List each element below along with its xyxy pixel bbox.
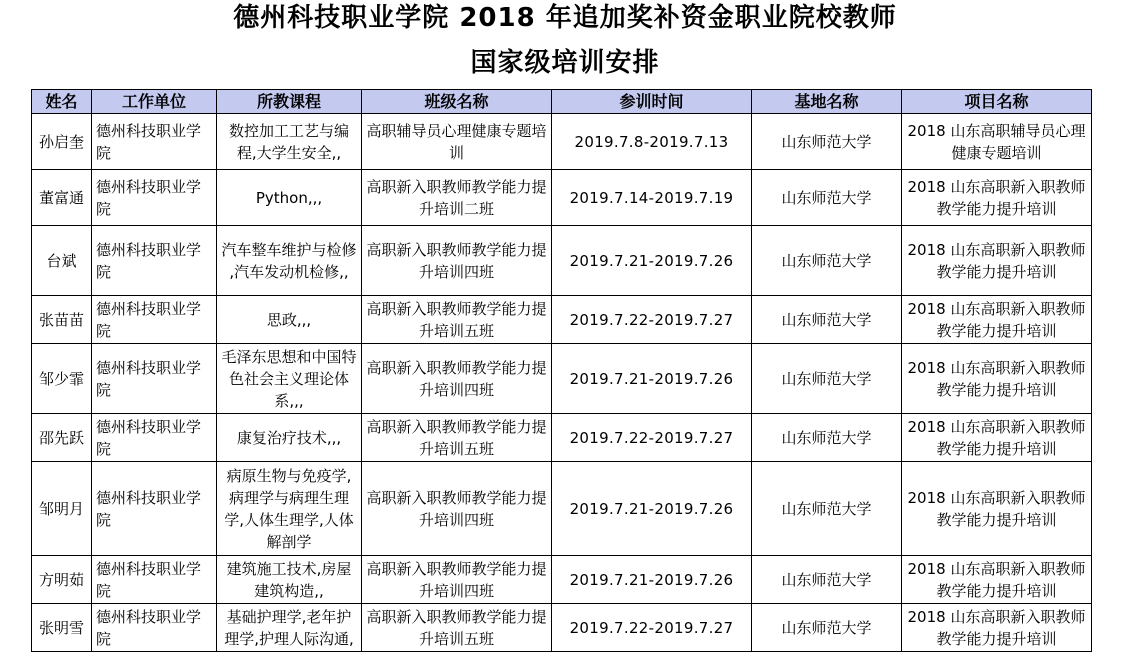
header-name: 姓名 [32,90,92,114]
header-base: 基地名称 [752,90,902,114]
cell-class: 高职新入职教师教学能力提升培训五班 [362,296,552,344]
cell-time: 2019.7.14-2019.7.19 [552,170,752,226]
cell-class: 高职新入职教师教学能力提升培训四班 [362,462,552,556]
cell-unit: 德州科技职业学院 [92,226,217,296]
cell-name: 方明茹 [32,556,92,604]
cell-base: 山东师范大学 [752,296,902,344]
cell-project: 2018 山东高职辅导员心理健康专题培训 [902,114,1092,170]
cell-project: 2018 山东高职新入职教师教学能力提升培训 [902,296,1092,344]
cell-class: 高职新入职教师教学能力提升培训二班 [362,170,552,226]
training-schedule-table [31,89,1092,652]
cell-class: 高职新入职教师教学能力提升培训五班 [362,414,552,462]
cell-class: 高职新入职教师教学能力提升培训五班 [362,604,552,652]
header-class: 班级名称 [362,90,552,114]
cell-course: Python,,, [217,170,362,226]
cell-project: 2018 山东高职新入职教师教学能力提升培训 [902,414,1092,462]
cell-name: 邵先跃 [32,414,92,462]
table-row [32,114,1092,170]
cell-unit: 德州科技职业学院 [92,344,217,414]
cell-class: 高职新入职教师教学能力提升培训四班 [362,226,552,296]
table-row [32,226,1092,296]
cell-base: 山东师范大学 [752,604,902,652]
cell-class: 高职新入职教师教学能力提升培训四班 [362,556,552,604]
cell-base: 山东师范大学 [752,344,902,414]
cell-class: 高职辅导员心理健康专题培训 [362,114,552,170]
cell-time: 2019.7.21-2019.7.26 [552,344,752,414]
cell-base: 山东师范大学 [752,170,902,226]
document-title-line1: 德州科技职业学院 2018 年追加奖补资金职业院校教师 [233,3,897,33]
table-row [32,344,1092,414]
table-row [32,604,1092,652]
table-row [32,414,1092,462]
cell-name: 邹少霏 [32,344,92,414]
cell-course: 毛泽东思想和中国特色社会主义理论体系,,, [217,344,362,414]
cell-class: 高职新入职教师教学能力提升培训四班 [362,344,552,414]
cell-project: 2018 山东高职新入职教师教学能力提升培训 [902,556,1092,604]
cell-name: 台斌 [32,226,92,296]
cell-course: 思政,,, [217,296,362,344]
cell-unit: 德州科技职业学院 [92,170,217,226]
cell-name: 邹明月 [32,462,92,556]
cell-unit: 德州科技职业学院 [92,114,217,170]
cell-base: 山东师范大学 [752,462,902,556]
cell-project: 2018 山东高职新入职教师教学能力提升培训 [902,604,1092,652]
cell-time: 2019.7.8-2019.7.13 [552,114,752,170]
cell-project: 2018 山东高职新入职教师教学能力提升培训 [902,170,1092,226]
table-row [32,296,1092,344]
cell-course: 数控加工工艺与编程,大学生安全,, [217,114,362,170]
cell-base: 山东师范大学 [752,414,902,462]
cell-time: 2019.7.22-2019.7.27 [552,414,752,462]
cell-project: 2018 山东高职新入职教师教学能力提升培训 [902,226,1092,296]
cell-base: 山东师范大学 [752,556,902,604]
cell-time: 2019.7.22-2019.7.27 [552,296,752,344]
cell-project: 2018 山东高职新入职教师教学能力提升培训 [902,462,1092,556]
cell-course: 病原生物与免疫学,病理学与病理生理学,人体生理学,人体解剖学 [217,462,362,556]
cell-time: 2019.7.22-2019.7.27 [552,604,752,652]
cell-course: 建筑施工技术,房屋建筑构造,, [217,556,362,604]
cell-unit: 德州科技职业学院 [92,556,217,604]
cell-course: 康复治疗技术,,, [217,414,362,462]
table-row [32,170,1092,226]
cell-name: 董富通 [32,170,92,226]
header-unit: 工作单位 [92,90,217,114]
cell-project: 2018 山东高职新入职教师教学能力提升培训 [902,344,1092,414]
cell-unit: 德州科技职业学院 [92,414,217,462]
cell-name: 张明雪 [32,604,92,652]
cell-unit: 德州科技职业学院 [92,296,217,344]
cell-unit: 德州科技职业学院 [92,462,217,556]
cell-name: 张苗苗 [32,296,92,344]
document-title-line2: 国家级培训安排 [470,48,660,78]
cell-base: 山东师范大学 [752,226,902,296]
cell-course: 汽车整车维护与检修 ,汽车发动机检修,, [217,226,362,296]
cell-time: 2019.7.21-2019.7.26 [552,462,752,556]
cell-time: 2019.7.21-2019.7.26 [552,556,752,604]
cell-unit: 德州科技职业学院 [92,604,217,652]
cell-time: 2019.7.21-2019.7.26 [552,226,752,296]
cell-name: 孙启奎 [32,114,92,170]
table-row [32,556,1092,604]
header-time: 参训时间 [552,90,752,114]
table-header-row [32,90,1092,114]
cell-course: 基础护理学,老年护理学,护理人际沟通, [217,604,362,652]
cell-base: 山东师范大学 [752,114,902,170]
header-course: 所教课程 [217,90,362,114]
header-project: 项目名称 [902,90,1092,114]
table-row [32,462,1092,556]
